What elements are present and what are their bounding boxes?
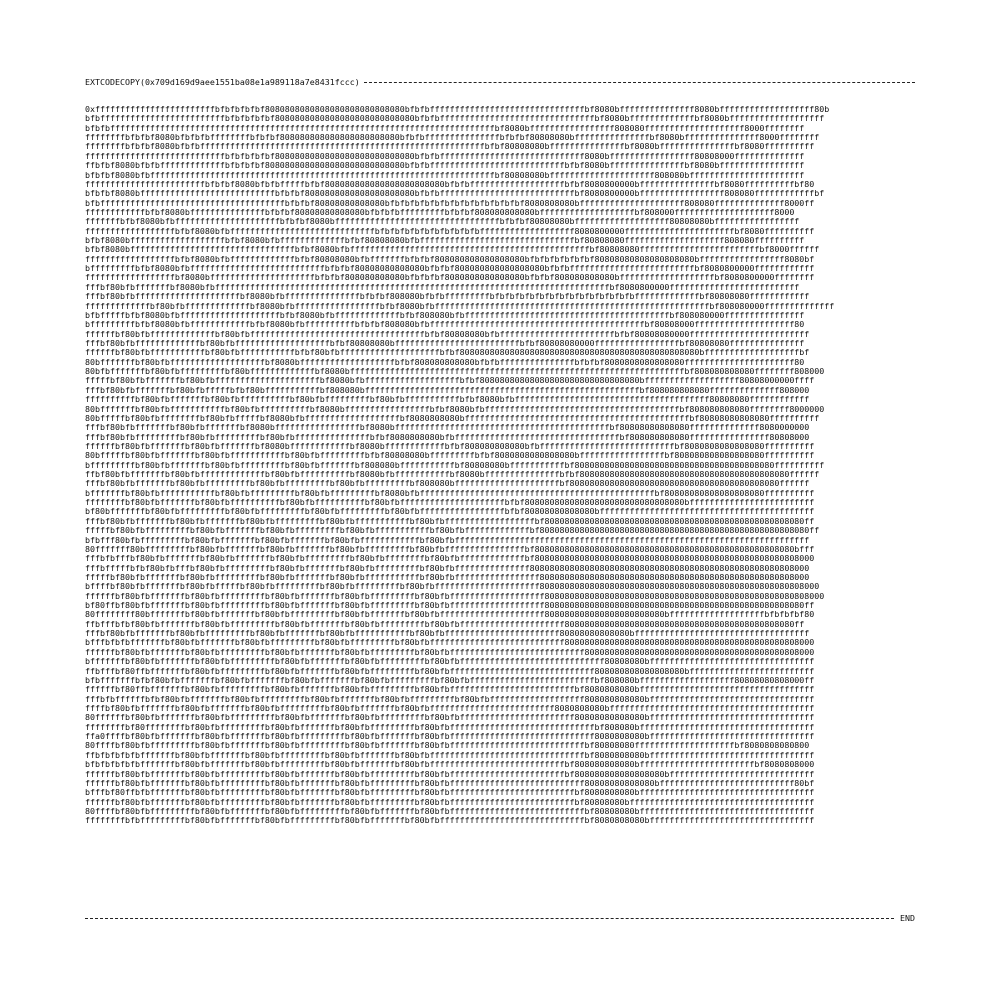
- dump-line: bfbf8080bfffffffffffffffffffffffffffffffffbfbf8080bfbffffffffffffffffffffffffffffffffffffffffffffffffbf80808080ffffffffffffffffffffffffbf8000ffffff: [85, 245, 820, 255]
- dump-line: ffbfbfbfbfbfffffffbf80bfbfffffffbf80bfbfffffffffbf80bfbfffffffbf80bfbfffffffffffffffffffffffffffffffbf8080808080bfffffffffffffffffffffffffffffffff: [85, 750, 815, 760]
- dump-line: fffbf80bfbfffffffbf80bfbfffffffbf8080bfffffffffffffffffbf8080bfffffffffffffffffffffffffffffffffffffffffffbf80808080808080ffffffffffffff8080000000: [85, 423, 810, 433]
- dump-line: fffbf80bfbfffffffbf80bfbfffffffbf80bfbfffffffffbf80bfbfffffffffffbf80bfbffffffffffffffffffbf8080808080808080808080808080808080808080808080808080ff: [85, 516, 815, 526]
- dump-line: bfbfbfbfbfbfffffffbf80bfbfffffffbf80bfbfffffffffbf80bfbfffffffbf80bfbfffffffffffffffffffffffffffbf808080808080bfffffffffffffffffffffffbf8080808000: [85, 760, 815, 770]
- dump-line: fffffbf80bfbfffffffffbf80bfbfffffffbf80bfbfffffffffbf80bfbfffffffffffbf80bfbfffffffffffffbf808080808080808080808080808080808080808080808080808080ff: [85, 526, 820, 536]
- dump-line: ffffffffffbf80bfbfffffffbf80bfbffffffffffbf80bfbfffffffffbf80bfbfffffffffffbfbf8080bfbfffffffffffffffffffffffffffffffffffffff80808080ffffffffffff: [85, 395, 810, 405]
- dump-line: ffffffffbfbfbf8080bfbfbfbffffffffbfbfbf808080808080808080808080bfbfbfffffffffffffffbfbfbf80808080bfffffffffffffffbf8080bfffffffffffffff8000ffffffff: [85, 133, 820, 143]
- dump-line: ffbfbf8080bfbfbfffffffffffffbfbfbfbf8080808080808080808080808080bfbfbfffffffffffffffffffffffffffbfbf8080bfffffffffffffffbf8080bfffffffffffffffff: [85, 161, 805, 171]
- dump-line: 80fffffff80bfffffffffbf80bfbfffffffbf80bfbfffffffbf80bfbfffffffffbf80bfbffffffffffffffffbf8080808080808080808080808080808080808080808080808080bfff: [85, 544, 815, 554]
- end-label: END: [900, 913, 915, 923]
- dump-line: bfbfff80bfbfffffffffbf80bfbfffffffbf80bfbfffffffbf80bfbffffffffffffbf80bfbfffffffffffffffffffffffffffffffffffffffffffffffffffffffffffffffffffffff: [85, 535, 810, 545]
- dump-line: fffbf80bfbfffffffffffffbf80bfbfffffffffffffffffffbfbf80808080bfffffffffffffffffffffffffbfbf80808080000fffffffffffffffffbf80808080fffffffffffffff: [85, 338, 805, 348]
- dump-line: 80ffffffff80bfffffffbf80bfbfffffffbf80bfbfffffffffbf80bfbfffffffbf80bfbfffffffffffffffffffff808080808080808080808080bfffffffffffffffffffbfbfbfbf80: [85, 610, 815, 620]
- dump-line: bfffbf80ffbfbfffffffbf80bfbfffffffffbf80bfbfffffffbf80bfbfffffffffbf80bfbfffffffffffffffffffffffffbf8080808080bfffffffffffffffffffffffffffffffffff: [85, 788, 815, 798]
- dump-line: fffbfbfffbf80bfbfffffffbf80bfbfffffffbf80bfbfffffffffbf80bfbffffffffbf80bfbfffffffffffffbf80808080808080808080808080808080808080808080808080808000: [85, 554, 815, 564]
- dump-line: ffffffbf80bfbfffffffbf80bfbfffffffbf8080bffffffffffffbf8080bffffffffffffbfbf808080808080bfbfffffffffffffffffffffffffffbf8080808080808080ffffffffff: [85, 441, 815, 451]
- dump-line: fffbf80bfbfffffffbf80bfbfffffbfbf80bfffffffffffbf808080bfffffffffffffffffffffffffffffffffffffffffffffffffffffffbf808080808080ffffffffffffff808000: [85, 385, 810, 395]
- dump-line: bfbfbf8080bfbfffffffffffffffffffffffffffffffffffffffffffffffffffffffffffffffffffffbf80808080bfffffffffffffffffffff808080bfffffffffffffffffffffff: [85, 170, 805, 180]
- dump-line: 80bfffffbf80bfbfffffffbf80bfbfffffffffffbf80bfbfffffffffbfbf80808080bfffffffffbfbf8080808080808080bfffffffffffffffffbf808080808080808080ffffffffff: [85, 451, 815, 461]
- footer-divider: [85, 918, 894, 919]
- dump-line: 80bfbfffffffbf80bfbfffffffffbf80bfffffffffffffbf8080bfffffffffffffffffffffffffffffffffffffffffffffffffffffffffffffffffffbf808080808080ffffffff808000: [85, 367, 825, 377]
- dump-line: ffa0ffffbf80bfbfffffffbf80bfbfffffffbf80bfbfffffffffbf80bfbfffffffbf80bfbfffffffffffffffffffffffffffff8080808080bfffffffffffffffffffffffffffffffff: [85, 732, 815, 742]
- dump-line: ffffffffffffffffffbfbf8080bfbfffffffffffffbfbf80808080bfbfffffffbfbfbf808080808080808080bfbfbfbfbfbfbf80808080808080808080bfffffffffffffffff8080bf: [85, 254, 815, 264]
- dump-line: 80bfffffffbf80bfbfffffffffffbf80bfbffffffffffbf8080bfffffffffffffffffbfbf8080bfbfffffffffffffffffffffffffffffffffffffffbf808080808080ffffffff8000000: [85, 404, 825, 414]
- dump-line: ffffffbf80bfbfffffffbf80bfbfffffffffbf80bfbfffffffbf80bfbfffffffffbf80bfbfffffffffffffffffffffffffff80808080808080bfffffffffffffffffffffffffff80bf: [85, 778, 815, 788]
- dump-line: bfbfbf8080bfffffffffffffffffffffffffffbfbfbf8080808080808080808080bfbfbfffffffffffffffffffffffffffbf8080800000bfffffffffffffffff808080ffffffffffffbf: [85, 189, 825, 199]
- page-title: EXTCODECOPY(0x709d169d9aee1551ba08e1a989118a7e8431fccc): [85, 77, 360, 87]
- dump-line: bf80bfffffffbf80bfbfffffffffbf80bfbfffffffffbf80bfbfffffffffbf80bfbfffffffffffffffffbfbf80808080808080bfffffffffffffffffffffffffffffffffffffffffff: [85, 507, 815, 517]
- dump-line: bfffffffffbfbf8080bfbfffffffffffffffffffffffffffbfbfbf80808080808080bfbfbf808080808080808080bfbfbfffffffffffffffffffffffffbf8080800000ffffffffffff: [85, 264, 815, 274]
- dump-line: ffffffbf80bfbfffffffbf80bfbfffffffffbf80bfbfffffffbf80bfbfffffffffbf80bfbfffffffffffffffffffffffffff8080808080808080808080808080808080808080808000: [85, 647, 815, 657]
- dump-line: ffffffffbfbfffffffffbf80bfbfffffffbf80bfbfffffffffbf80bfbfffffffbf80bfbfffffffffffffffffffffffffffffbf8080808080bfffffffffffffffffffffffffffffffff: [85, 816, 815, 826]
- dump-line: fffbf80bfbfffffffffffffffffffffbf8080bfbfffffffffffffffbfbfbf808080bfbfbfffffffffbfbfbfbfbfbfbfbfbfbfbfbfbfbfbfffffffffffffbf80808080ffffffffffff: [85, 292, 810, 302]
- dump-line: ffffffffffffffffffffffffbfbfbf8080bfbfbfffffbfbf808080808080808080808080bfbfbfffffffffffffffffffbfbf8080800000bfffffffffffffffbf8080ffffffffffbf80: [85, 179, 815, 189]
- dump-line: bfbfffffffbfbf80bfbfffffffbf80bfbfffffffbf80bfbfffffffbf80bfbfffffffffbf80bfbfffffffffffffffffffffffffbf808080bfffffffffffffffffff80808080808000ff: [85, 675, 815, 685]
- dump-line: fffbf80bfbfffffffbf80bfbfffffffffbf80bfbfffffffbf80bfbfffffffffffbf80bfbfffffffffffffffffffffff80808080808080bfffffffffffffffffffffffffffffffffff: [85, 629, 810, 639]
- dump-line: 80ffffffbf80bfbfffffffbf80bfbfffffffffbf80bfbfffffffbf80bfbfffffffffbf80bfbfffffffffffffffffffffff80808080808080bfffffffffffffffffffffffffffffffff: [85, 713, 815, 723]
- dump-line: ffffffffffffbfbf8080bfffffffffffffffbfbfbf80808080808080bfbfbfbfffffffffbfbfbf808080808080bfffffffffffffffffffbf808000ffffffffffffffffffff8000: [85, 207, 795, 217]
- header-divider: [364, 82, 915, 83]
- dump-line: ffffffffbf80bfbfffffffbf80bfbffffffffffbf80bfbffffffffffbf80bfbfffffffffffffffffffffbfbf80808080808080808080808080808080bfffffffffffffffffffffffff: [85, 498, 815, 508]
- dump-line: 0xffffffffffffffffffffffffbfbfbfbfbf8080808080808080808080808080bfbfbfffffffffffffffffffffffffffffffbf8080bfffffffffffffff8080bfffffffffffffffffff80b: [85, 105, 830, 114]
- dump-line: fffbfffffbfbf80bfbfffbf80bfbfffffffffbf80bfbfffffffbf80bfbfffffffffbf80bfbfffffffffffffff80808080808080808080808080808080808080808080808080808000: [85, 563, 810, 573]
- dump-line: ffffffffffffffffffbfbf8080bfbfffffffffffffffffffffffffffffbfbfbfbfbfbfbfbfbfbfbfffffffffffffffffff8080800000ffffffffffffffffffffffbf8080ffffffffff: [85, 226, 815, 236]
- dump-line: fffbf80bfbfffffffffbf80bfbfffffffffbf80bfbfffffffffffffffbfbf8080808080bfbfffffffffffffffffffffffffffffffffbf808080808080ffffffffffffffff80808000: [85, 432, 810, 442]
- dump-line: ffffffbf80bfbfffffffbf80bfbfffffffffbf80bfbfffffffbf80bfbfffffffffbf80bfbfffffffffffffffffff80808080808080808080808080808080808080808080808080808000: [85, 591, 825, 601]
- dump-line: ffbfffbfbf80bfbfffffffbf80bfbfffffffffbf80bfbfffffffbf80bfbfffffffffbf80bfbfffffffffffffffffffff8080808080808080808080808080808080808080808080ff: [85, 619, 805, 629]
- dump-header: [85, 76, 915, 88]
- bytecode-dump: [85, 105, 915, 826]
- dump-line: ffffffbf80bfbfffffffffffbf80bfbfffffffffffbfbf80bfbffffffffffffffffffffbfbf808080808080808080808080808080808080808080808080bfffffffffffffffffffbf: [85, 348, 810, 358]
- dump-footer: [85, 912, 915, 924]
- dump-line: ffffffbf80bfbfffffffbf80bfbfffffffffbf80bfbfffffffbf80bfbfffffffffbf80bfbfffffffffffffffffffffffffbf80808080bfffffffffffffffffffffffffffffffffffff: [85, 797, 815, 807]
- dump-line: ffffffffffffffffffffffffffffbfbfbfbfbf8080808080808080808080808080bfbfbfffffffffffffffffffffffffffff8080bfffffffffffffffff80808000ffffffffffffff: [85, 151, 805, 161]
- dump-line: 80bfffffffbf80bfbfffffffffffffffffffbf8080bfffffffffffffffffffbfbf808080808080bfbfbfffffffffffffffbfbfbf8080808080808080ffffffffffffffffffffff80: [85, 357, 805, 367]
- dump-line: ffffffffbf80ffffffffbf80bfbfffffffffbf80bfbfffffffbf80bfbfffffffffbf80bfbfffffffffffffffffffffffffffffbf808080bfffffffffffffffffffffffffffffffffff: [85, 722, 815, 732]
- dump-line: bfffffffffbf80bfbfffffffbf80bfbfffffffffbf80bfbfffffffbf808080bfffffffffffbf80808080bfffffffffffbf8080808080808080808080808080808080808080ffffffffff: [85, 460, 825, 470]
- dump-line: ffffffffbfbfbf8080bfbfbfffffffffffffffffffffffffffffffffffffffffffffffffffffffffbfbf80808080bfffffffffffffffbf8080bfffffffffffffffbf8080ffffffffff: [85, 142, 815, 152]
- dump-line: bfffbfbfbfffffffbf80bfbfffffffbf80bfbfffffffffbf80bfbfffffffffbf80bfbfffffffffffffffffffffffffff80808080808080808080808080808080808080808080808000: [85, 638, 815, 648]
- dump-line: fffbf80bfbfffffffbf8080bfbfffffffffffffffffffffffffffffffffffffffffffffffffffffffffffffffffffffffffffffffbf8080800000ffffffffffffffffffffffffff: [85, 282, 800, 292]
- dump-line: ffffffbf80bfbfffffffffffffbf80bfbfffffffffffffffffffffffffffffffffffbfbf80808080bfbfffffffffffffffffffffffbfbf80808080000ffffffffffffffffffffffff: [85, 329, 810, 339]
- dump-line: bffffbf80bfbfffffffbf80bfbfffffbf80bfbfffffffffbf80bfbfffffffffbf80bfbfffffffffffffffffffff80808080808080808080808080808080808080808080808080808000: [85, 582, 820, 592]
- dump-line: bfbfffffffffffffffffffffffffbfbfbfbfbf8080808080808080808080808080bfbfbfffffffffffffffffffffffffffffffbf8080bfffffffffffffbf8080bfffffffffffffffffff: [85, 114, 825, 124]
- footer-row: [85, 912, 915, 924]
- dump-line: fffbfbffffffbfbf80bfbfffffffbf80bfbfffffffffbf80bfbfffffffbf80bfbfffffffffbf80bfbfffffffffffffffffff808080808080bfffffffffffffffffffffffffffffffff: [85, 694, 815, 704]
- dump-line: bf80ffbf80bfbfffffffbf80bfbfffffffffbf80bfbfffffffbf80bfbfffffffffbf80bfbfffffffffffffffffff8080808080808080808080808080808080808080808080808080ff: [85, 601, 815, 611]
- dump-line: bfbfffffffffffffffffffffffffffffffffffffbfbfbf80808080808080bfbfbfbfbfbfbfbfbfbfbfbfbfbf8080808080bfffffffffffffffffffff808080ffffffffffffff8000ff: [85, 198, 815, 208]
- dump-line: ffffffbf80ffbfffffffbf80bfbfffffffffbf80bfbfffffffbf80bfbfffffffffbf80bfbfffffffffffffffffffffffffbf8080808080bfffffffffffffffffffffffffffffffffff: [85, 685, 815, 695]
- dump-line: ffbfffbf80ffbfffffffbf80bfbfffffffffbf80bfbfffffffbf80bfbfffffffffbf80bfbfffffffffffffffffffffffffffff808080808080808080bfffffffffffffffffffffffff: [85, 666, 815, 676]
- header-row: [85, 76, 915, 88]
- dump-line: fffffffffffffbf80bfbfffffffffffffbf8080bfbfffffffffffffffffbfbf8080bfbfffffffffffffffffffffffffffffffffffffffffffffffffffffffbf808080000ffffffffffffff: [85, 301, 835, 311]
- dump-line: 80ffffbf80bfbfffffffffbf80bfbfffffffbf80bfbfffffffffbf80bfbfffffffbf80bfbfffffffffffffffffffffffffffbf80808080bfffffffffffffffffffffffffffffffffff: [85, 806, 815, 816]
- dump-line: 80bfffffbf80bfbffffffffbf80bfbfffffbf8080bfbfffffffffffffffffffbf8080808080bfffffffffffffffffffffffffffffffffffffffffffffbf80808080808080ffffffffff: [85, 413, 820, 423]
- dump-line: bfffffffffbfbf8080bfbffffffffffffbfbf8080bfbffffffffffbfbfbf808080bfbfffffffffffffffffffffffffffffffffffffffffffbf80808000ffffffffffffffffffff80: [85, 320, 805, 330]
- dump-line: fffffffbfbf8080bfbfffffffffffffffffffffbfbfbf8080bfffffffffffffffffffffffffffffffffbfbfbf80808080bfffffffffffffffffff80808080bfffffffffffffffff: [85, 217, 800, 227]
- dump-line: fffffbf80bfbfffffffbf80bfbfffffffffffffffffffffbf8080bfbfffffffffffffffffffbfbf80808080808080808080808080808080bfffffffffffffffffff80808000000ffff: [85, 376, 815, 386]
- dump-line: ffffbf80bfbfffffffbf80bfbfffffffbf80bfbfffffffffbf80bfbfffffffbf80bfbfffffffffffffffffffffffff8080808080bfffffffffffffffffffffffffffffffffffffffff: [85, 704, 815, 713]
- dump-line: ffbf80bfbfffffffbf80bfbfffffffffffffbf80bfbffffffffffbf8080bfbfffffffffffbf8080bfffffffffffffffbfbf808080808080808080808080808080808080808080ffffff: [85, 470, 820, 480]
- dump-line: bfbf8080bfffffffffffffffffffbfbf8080bfbfffffffffffffbfbf80808080bfbfffffffffffffffffffffffffffffffbf80808080ffffffffffffffffffff808080ffffffffff: [85, 236, 805, 246]
- dump-line: fffbf80bfbfffffffbf80bfbfffffffffbf80bfbfffffffffbf80bfbfffffffffbf808080bfffffffffffffffffffffbf808080808080808080808080808080808080808080ffffff: [85, 479, 810, 489]
- dump-line: ffffffffffffffffffbf8080bfffffffffffffffffffffbfbfbf808080808080bfbfbfbf8080808080808080bfbfbf808080808080bfffffffffffffffffffbf8080800000ffffffff: [85, 273, 815, 283]
- dump-line: bfffffffbf80bfbfffffffbf80bfbfffffffffbf80bfbfffffffbf80bfbfffffffffbf80bfbfffffffffffffffffffffffffffff80808080bfffffffffffffffffffffffffffffffff: [85, 657, 815, 667]
- dump-line: ffffffbf80bfbfffffffbf80bfbfffffffffbf80bfbfffffffbf80bfbfffffffffbf80bfbfffffffffffffffffffffffbf808080808080808080bfffffffffffffffffffffffffffff: [85, 769, 815, 779]
- dump-line: fffffbf80bfbfffffffbf80bfbfffffffffbf80bfbfffffffbf80bfbfffffffffffbf80bfbfffffffffffffffff808080808080808080808080808080808080808080808080808000: [85, 572, 810, 582]
- dump-line: 80ffffbf80bfbfffffffffbf80bfbfffffffbf80bfbfffffffffbf80bfbfffffffbf80bfbfffffffffffffffffffffffffffbf80808080ffffffffffffffffffffbf8080808080800: [85, 741, 810, 751]
- dump-line: bfbfffffbfbf8080bfbffffffffffffffffffffbfbf8080bfbfffffffffffffbfbf808080bfbfffffffffffffffffffffffffffffffffffffffffbf808080000ffffffffffffffff: [85, 310, 805, 320]
- dump-line: bfbfbfffffffffffffffffffffffffffffffffffffffffffffffffffffffffffffffffffffffffffffbf8080bfffffffffffffffff808080ffffffffffffffffffff8000ffffffff: [85, 123, 805, 133]
- dump-line: bfffffffbf80bfbfffffffffffbf80bfbfffffffffbf80bfbfffffffffbf8080bfbfffffffffffffffffffffffffffffffffffffffffffffffbf80808080808080808080ffffffffff: [85, 488, 815, 498]
